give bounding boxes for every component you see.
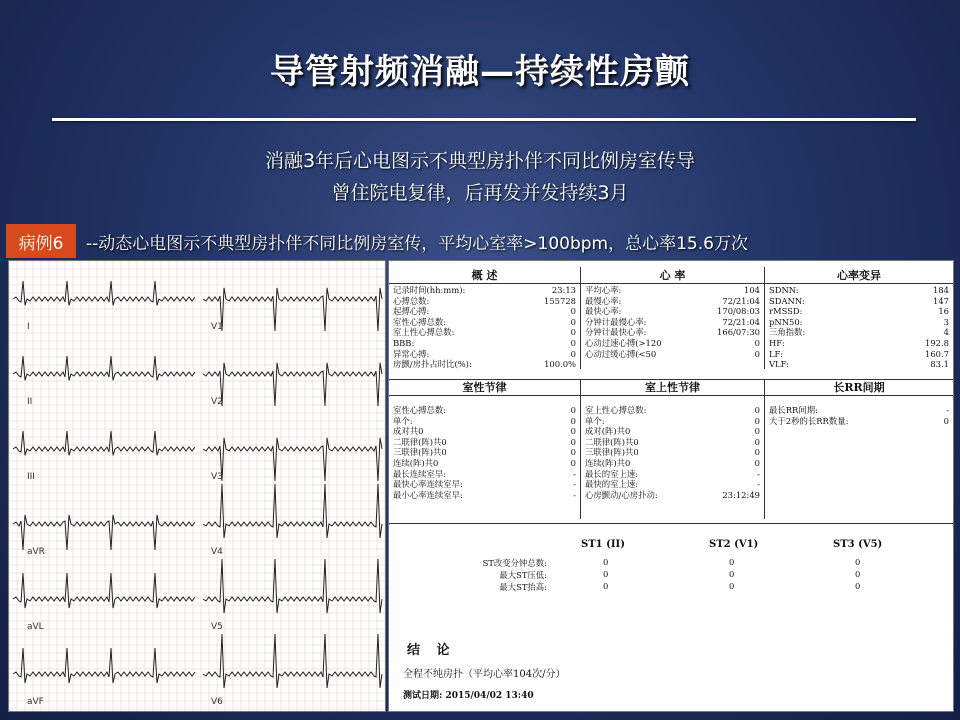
row-label: 二联律(阵)共0 (585, 436, 639, 447)
report-row (393, 317, 576, 328)
long-rr-column (765, 379, 953, 519)
row-label: 三联律(阵)共0 (393, 447, 447, 458)
supraventricular-column (581, 379, 765, 519)
row-value: 0 (754, 457, 760, 468)
row-label: 最小心率连续室早: (393, 489, 463, 500)
row-value: 155728 (544, 295, 576, 306)
row-value: 100.0% (544, 359, 576, 370)
st-value: 0 (603, 557, 609, 567)
row-label: BBB: (393, 337, 415, 348)
row-label: 三联律(阵)共0 (585, 447, 639, 458)
report-row (393, 469, 576, 480)
report-row (769, 359, 949, 370)
report-summary-section (389, 261, 953, 369)
row-value: 83.1 (930, 359, 949, 370)
row-value: 0 (570, 436, 576, 447)
row-label: 最慢心率: (585, 295, 622, 306)
report-row (585, 338, 760, 349)
row-label: 大于2秒的长RR数量: (769, 415, 849, 426)
report-row (393, 349, 576, 360)
row-value: - (757, 479, 760, 490)
st-value: 0 (729, 557, 735, 567)
row-label: 分钟计最慢心率: (585, 316, 647, 327)
subtitle-line-1: 消融3年后心电图示不典型房扑伴不同比例房室传导 (264, 150, 696, 172)
row-value: 0 (754, 415, 760, 426)
row-value: 170/08:03 (717, 306, 760, 317)
st-value: 0 (855, 581, 861, 591)
row-label: rMSSD: (769, 306, 803, 317)
report-row (393, 490, 576, 501)
row-label: 心搏总数: (393, 295, 430, 306)
report-row (393, 296, 576, 307)
row-label: 连续(阵)共0 (393, 457, 439, 468)
long-rr-header: 长RR间期 (765, 379, 953, 396)
row-value: 192.8 (925, 337, 949, 348)
st3-header: ST3 (V5) (833, 539, 883, 550)
heart-rate-column (581, 267, 765, 369)
report-row (585, 469, 760, 480)
row-label: 心动过缓心搏(<50 (585, 348, 657, 359)
ecg-waveform-graphic (9, 261, 385, 711)
supraventricular-header: 室上性节律 (581, 379, 764, 396)
row-label: 最快心率: (585, 306, 622, 317)
report-row (769, 285, 949, 296)
row-value: 184 (933, 285, 949, 295)
row-label: 室上性心搏总数: (585, 405, 647, 415)
st-row-label: 最大ST压低: (499, 570, 547, 580)
row-label: 分钟计最快心率: (585, 327, 647, 338)
report-row (769, 349, 949, 360)
st1-header: ST1 (II) (581, 539, 625, 550)
report-row (585, 405, 760, 416)
subtitle-line-2: 曾住院电复律，后再发并发持续3月 (331, 182, 629, 204)
st-row-label: 最大ST抬高: (499, 582, 547, 592)
slide-title: 导管射频消融—持续性房颤 (270, 52, 690, 92)
ecg-lead-label: aVF (27, 697, 44, 707)
st2-header: ST2 (V1) (709, 539, 759, 550)
row-value: 0 (570, 327, 576, 338)
report-row (769, 416, 949, 427)
row-label: 最长连续室早: (393, 468, 447, 479)
ecg-lead-label: V6 (211, 697, 223, 707)
hrv-rows (769, 285, 949, 370)
report-row (393, 479, 576, 490)
row-value: 0 (570, 457, 576, 468)
row-label: 最长RR间期: (769, 405, 818, 415)
hrv-header: 心率变异 (765, 267, 953, 284)
row-label: 平均心率: (585, 285, 622, 295)
row-label: VLF: (769, 359, 789, 370)
ecg-lead-label: V1 (211, 322, 223, 332)
ecg-lead-label: V5 (211, 622, 223, 632)
ecg-lead-row (13, 281, 382, 331)
row-value: 0 (754, 436, 760, 447)
overview-header: 概 述 (389, 267, 580, 284)
report-row (585, 479, 760, 490)
row-label: 最长的室上速: (585, 468, 639, 479)
ecg-lead-row (13, 431, 382, 481)
row-value: 0 (754, 405, 760, 415)
row-value: 72/21:04 (722, 316, 760, 327)
row-value: 0 (570, 348, 576, 359)
row-value: 166/07:30 (717, 327, 760, 338)
row-label: 起搏心搏: (393, 306, 430, 317)
row-label: 房颤/房扑占时比(%): (393, 359, 472, 370)
row-value: 0 (754, 447, 760, 458)
case-badge: 病例6 (6, 224, 76, 258)
report-row (393, 405, 576, 416)
heart-rate-header: 心 率 (581, 267, 764, 284)
ecg-lead-label: V2 (211, 397, 223, 407)
conclusion-title: 结 论 (407, 643, 456, 658)
row-label: 三角指数: (769, 327, 806, 338)
case-description: --动态心电图示不典型房扑伴不同比例房室传，平均心室率>100bpm，总心率15.6万次 (86, 234, 748, 254)
row-label: 室性心搏总数: (393, 405, 447, 415)
ecg-lead-label: III (27, 472, 35, 482)
ecg-lead-label: aVL (27, 622, 44, 632)
long-rr-rows (769, 405, 949, 426)
row-value: 0 (943, 415, 949, 426)
row-value: 0 (754, 426, 760, 437)
report-row (393, 338, 576, 349)
st-value: 0 (729, 569, 735, 579)
report-row (585, 416, 760, 427)
row-value: 0 (754, 348, 760, 359)
report-row (585, 447, 760, 458)
ventricular-column (389, 379, 581, 519)
ecg-lead-label: I (27, 322, 30, 332)
report-row (769, 317, 949, 328)
row-value: 4 (943, 327, 949, 338)
row-label: LF: (769, 348, 783, 359)
st-value: 0 (855, 557, 861, 567)
ecg-grid (9, 261, 385, 711)
row-value: 0 (754, 337, 760, 348)
hrv-column (765, 267, 953, 369)
row-value: 0 (570, 426, 576, 437)
row-value: 0 (570, 415, 576, 426)
report-row (585, 285, 760, 296)
row-label: 最快心率连续室早: (393, 479, 463, 490)
row-value: - (946, 405, 949, 415)
report-row (585, 306, 760, 317)
report-row (393, 437, 576, 448)
report-row (769, 327, 949, 338)
ecg-lead-label: II (27, 397, 33, 407)
row-value: 23:12:49 (722, 489, 760, 500)
report-row (769, 338, 949, 349)
report-row (585, 317, 760, 328)
overview-rows (393, 285, 576, 370)
row-value: 104 (744, 285, 760, 295)
report-row (393, 416, 576, 427)
st-value: 0 (729, 581, 735, 591)
report-divider (389, 523, 953, 524)
row-value: - (757, 468, 760, 479)
row-label: SDANN: (769, 295, 805, 306)
row-label: 异常心搏: (393, 348, 430, 359)
row-label: 连续(阵)共0 (585, 457, 631, 468)
row-label: 单个: (393, 415, 413, 426)
ecg-lead-label: aVR (27, 547, 45, 557)
conclusion-text: 全程不纯房扑（平均心率104次/分） (403, 669, 566, 680)
row-value: 0 (570, 447, 576, 458)
row-label: pNN50: (769, 316, 803, 327)
report-row (393, 426, 576, 437)
row-value: - (573, 479, 576, 490)
row-value: 16 (938, 306, 949, 317)
report-row (585, 426, 760, 437)
row-value: 160.7 (925, 348, 949, 359)
report-row (393, 285, 576, 296)
report-row (393, 327, 576, 338)
report-rhythm-section (389, 379, 953, 519)
row-label: 室上性心搏总数: (393, 327, 455, 338)
ecg-tracing (8, 260, 386, 712)
row-label: SDNN: (769, 285, 799, 295)
report-row (585, 349, 760, 360)
st-row-label: ST改变分钟总数: (482, 558, 547, 568)
ventricular-rows (393, 405, 576, 500)
report-row (393, 306, 576, 317)
st-value: 0 (855, 569, 861, 579)
test-date: 测试日期: 2015/04/02 13:40 (403, 691, 534, 701)
st-value: 0 (603, 569, 609, 579)
row-label: 单个: (585, 415, 605, 426)
row-value: - (573, 468, 576, 479)
report-row (585, 296, 760, 307)
ventricular-header: 室性节律 (389, 379, 580, 396)
row-value: 0 (570, 306, 576, 317)
report-row (585, 458, 760, 469)
heart-rate-rows (585, 285, 760, 359)
row-label: HF: (769, 337, 785, 348)
row-label: 心动过速心搏(>120 (585, 337, 662, 348)
report-row (769, 306, 949, 317)
report-row (393, 447, 576, 458)
row-label: 成对共0 (393, 426, 424, 437)
row-value: 147 (933, 295, 949, 306)
row-value: 72/21:04 (722, 295, 760, 306)
row-label: 记录时间(hh:mm): (393, 285, 466, 295)
row-label: 成对(阵)共0 (585, 426, 631, 437)
report-row (585, 437, 760, 448)
row-label: 室性心搏总数: (393, 316, 447, 327)
st-value: 0 (603, 581, 609, 591)
st-analysis-section (389, 531, 953, 603)
row-label: 二联律(阵)共0 (393, 436, 447, 447)
row-value: 0 (570, 405, 576, 415)
ecg-lead-label: V4 (211, 547, 223, 557)
title-divider (52, 118, 916, 121)
report-row (769, 405, 949, 416)
row-value: 0 (570, 316, 576, 327)
row-value: - (573, 489, 576, 500)
row-label: 心房颤动/心房扑动: (585, 489, 658, 500)
report-row (769, 296, 949, 307)
report-row (585, 490, 760, 501)
row-label: 最快的室上速: (585, 479, 639, 490)
ecg-lead-label: V3 (211, 472, 223, 482)
supraventricular-rows (585, 405, 760, 500)
holter-report (388, 260, 954, 712)
report-row (393, 458, 576, 469)
report-row (585, 327, 760, 338)
row-value: 0 (570, 337, 576, 348)
report-row (393, 359, 576, 370)
row-value: 3 (943, 316, 949, 327)
row-value: 23:13 (551, 285, 576, 295)
overview-column (389, 267, 581, 369)
